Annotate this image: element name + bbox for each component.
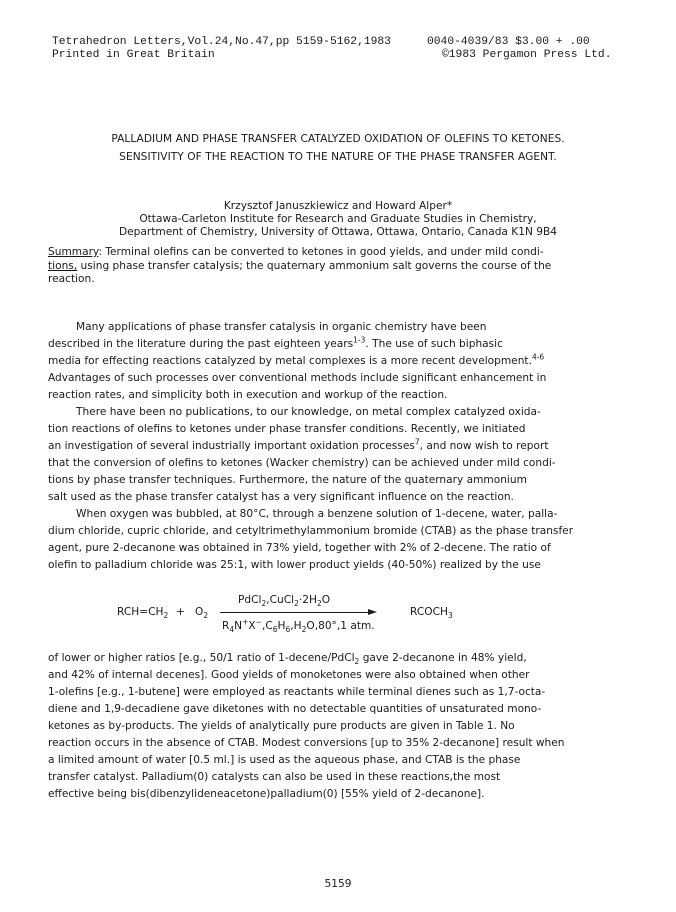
equation-oxygen: $O_2$: [195, 606, 209, 621]
body-line: transfer catalyst. Palladium(0) catalysts can also be used in these reactions,the most: [48, 771, 501, 783]
body-line: ketones as by-products. The yields of analytically pure products are given in Table 1. No: [48, 720, 515, 732]
body-line: 1-olefins [e.g., 1-butene] were employed as reactants while terminal dienes such as 1,7-octa-: [48, 686, 546, 698]
article-price-code: 0040-4039/83 $3.00 + .00: [427, 36, 590, 48]
article-title-line-2: SENSITIVITY OF THE REACTION TO THE NATURE OF THE PHASE TRANSFER AGENT.: [119, 151, 557, 163]
body-line: There have been no publications, to our knowledge, on metal complex catalyzed oxida-: [76, 406, 541, 418]
body-line: dium chloride, cupric chloride, and cetyltrimethylammonium bromide (CTAB) as the phase transfer: [48, 525, 574, 537]
body-line: agent, pure 2-decanone was obtained in 73% yield, together with 2% of 2-decene. The ratio of: [48, 542, 551, 554]
affiliation-line-2: Department of Chemistry, University of Ottawa, Ottawa, Ontario, Canada K1N 9B4: [118, 226, 558, 238]
equation-catalyst-conditions: $PdCl_2,CuCl_2\cdot 2H_2O$: [238, 594, 331, 609]
article-title-line-1: PALLADIUM AND PHASE TRANSFER CATALYZED OXIDATION OF OLEFINS TO KETONES.: [111, 133, 565, 145]
body-line: described in the literature during the past eighteen years$^{1-3}$. The use of such biphasic: [48, 335, 503, 350]
printed-in: Printed in Great Britain: [52, 49, 215, 61]
summary-line-1: Summary: Terminal olefins can be converted to ketones in good yields, and under mild condi-: [48, 246, 544, 258]
equation-plus: +: [176, 606, 185, 618]
equation-solvent-conditions: $R_4N^+X^-,C_6H_6,H_2O,80^\circ,1$ atm.: [222, 617, 375, 635]
body-line: reaction occurs in the absence of CTAB. Modest conversions [up to 35% 2-decanone] result when: [48, 737, 565, 749]
page-number: 5159: [324, 878, 352, 890]
summary-line-3: reaction.: [48, 273, 95, 285]
summary-line-2: tions, using phase transfer catalysis; the quaternary ammonium salt governs the course of the: [48, 260, 552, 272]
body-line: diene and 1,9-decadiene gave diketones with no detectable quantities of unsaturated mono-: [48, 703, 542, 715]
affiliation-line-1: Ottawa-Carleton Institute for Research and Graduate Studies in Chemistry,: [139, 213, 537, 225]
reaction-arrow-head: [368, 609, 377, 615]
body-line: olefin to palladium chloride was 25:1, with lower product yields (40-50%) realized by the use: [48, 559, 541, 571]
body-line: that the conversion of olefins to ketones (Wacker chemistry) can be achieved under mild condi-: [48, 457, 556, 469]
body-line: of lower or higher ratios [e.g., 50/1 ratio of 1-decene/PdCl$_2$ gave 2-decanone in 48% yield,: [48, 652, 527, 667]
equation-product: $RCOCH_3$: [410, 606, 453, 621]
body-line: an investigation of several industrially important oxidation processes$^7$, and now wish to report: [48, 437, 549, 452]
body-line: media for effecting reactions catalyzed by metal complexes is a more recent development.$^{4-6}$: [48, 352, 545, 367]
body-line: tion reactions of olefins to ketones under phase transfer conditions. Recently, we initiated: [48, 423, 526, 435]
body-line: a limited amount of water [0.5 ml.] is used as the aqueous phase, and CTAB is the phase: [48, 754, 521, 766]
body-line: effective being bis(dibenzylideneacetone)palladium(0) [55% yield of 2-decanone].: [48, 788, 485, 800]
authors: Krzysztof Januszkiewicz and Howard Alper*: [223, 200, 453, 212]
body-line: tions by phase transfer techniques. Furthermore, the nature of the quaternary ammonium: [48, 474, 527, 486]
body-line: Many applications of phase transfer catalysis in organic chemistry have been: [76, 321, 487, 333]
equation-reactant: $RCH=CH_2$: [117, 606, 169, 621]
body-line: salt used as the phase transfer catalyst has a very significant influence on the reaction.: [48, 491, 514, 503]
body-line: and 42% of internal decenes]. Good yields of monoketones were also obtained when other: [48, 669, 530, 681]
summary-label: Summary: [48, 246, 99, 258]
body-line: Advantages of such processes over conventional methods include significant enhancement in: [48, 372, 547, 384]
body-line: reaction rates, and simplicity both in execution and workup of the reaction.: [48, 389, 448, 401]
reaction-arrow: [220, 612, 370, 613]
body-line: When oxygen was bubbled, at 80°C, through a benzene solution of 1-decene, water, palla-: [76, 508, 558, 520]
journal-citation: Tetrahedron Letters,Vol.24,No.47,pp 5159-5162,1983: [52, 36, 391, 48]
copyright: ©1983 Pergamon Press Ltd.: [442, 49, 612, 61]
